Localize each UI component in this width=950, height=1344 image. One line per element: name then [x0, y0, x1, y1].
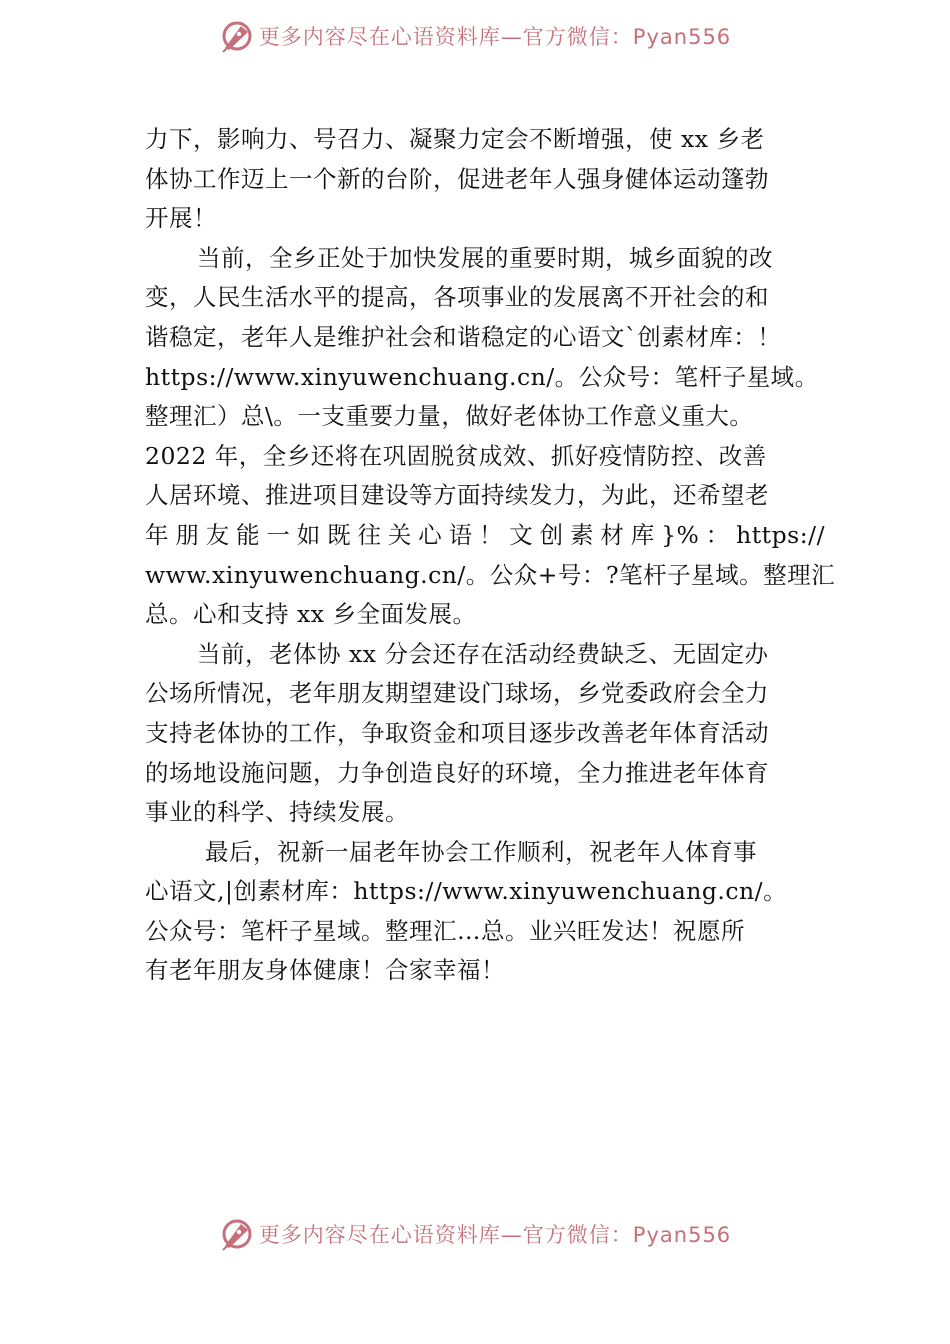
body-line: 年朋友能一如既往关心语！文创素材库}%：https:// [145, 520, 825, 549]
body-line: 最后，祝新一届老年协会工作顺利，祝老年人体育事 [205, 837, 757, 866]
document-body [145, 120, 836, 991]
body-line: 当前，老体协 xx 分会还存在活动经费缺乏、无固定办 [197, 639, 769, 668]
body-line: https://www.xinyuwenchuang.cn/。公众号：笔杆子星域。 [145, 362, 819, 391]
body-line: 体协工作迈上一个新的台阶，促进老年人强身健体运动篷勃 [145, 164, 769, 193]
body-line: 总。心和支持 xx 乡全面发展。 [145, 600, 477, 629]
body-line: www.xinyuwenchuang.cn/。公众+号：?笔杆子星域。整理汇 [145, 560, 836, 589]
body-line: 力下，影响力、号召力、凝聚力定会不断增强，使 xx 乡老 [145, 125, 765, 153]
body-line: 开展！ [145, 204, 217, 233]
body-line: 谐稳定，老年人是维护社会和谐稳定的心语文`创素材库：！ [145, 322, 782, 351]
body-line: 2022 年，全乡还将在巩固脱贫成效、抓好疫情防控、改善 [145, 441, 767, 470]
header-banner-text: 更多内容尽在心语资料库—官方微信：Pyan556 [258, 25, 732, 49]
pen-nib-logo-icon [219, 18, 255, 54]
body-line: 公场所情况，老年朋友期望建设门球场，乡党委政府会全力 [145, 679, 769, 708]
body-line: 公众号：笔杆子星域。整理汇…总。业兴旺发达！祝愿所 [145, 916, 745, 945]
body-line: 的场地设施问题，力争创造良好的环境，全力推进老年体育 [145, 758, 769, 787]
footer-banner-text: 更多内容尽在心语资料库—官方微信：Pyan556 [258, 1223, 732, 1247]
footer-banner [0, 1212, 950, 1256]
body-line: 事业的科学、持续发展。 [145, 798, 409, 827]
header-banner [0, 14, 950, 58]
body-line: 心语文,|创素材库：https://www.xinyuwenchuang.cn/。 [145, 877, 788, 906]
body-line: 支持老体协的工作，争取资金和项目逐步改善老年体育活动 [145, 718, 769, 747]
pen-nib-logo-icon [219, 1216, 255, 1252]
body-line: 变，人民生活水平的提高，各项事业的发展离不开社会的和 [145, 283, 769, 312]
body-line: 当前，全乡正处于加快发展的重要时期，城乡面貌的改 [197, 243, 773, 272]
body-line: 人居环境、推进项目建设等方面持续发力，为此，还希望老 [145, 481, 769, 510]
body-line: 有老年朋友身体健康！合家幸福！ [145, 956, 505, 985]
body-line: 整理汇）总\。一支重要力量，做好老体协工作意义重大。 [145, 402, 754, 431]
